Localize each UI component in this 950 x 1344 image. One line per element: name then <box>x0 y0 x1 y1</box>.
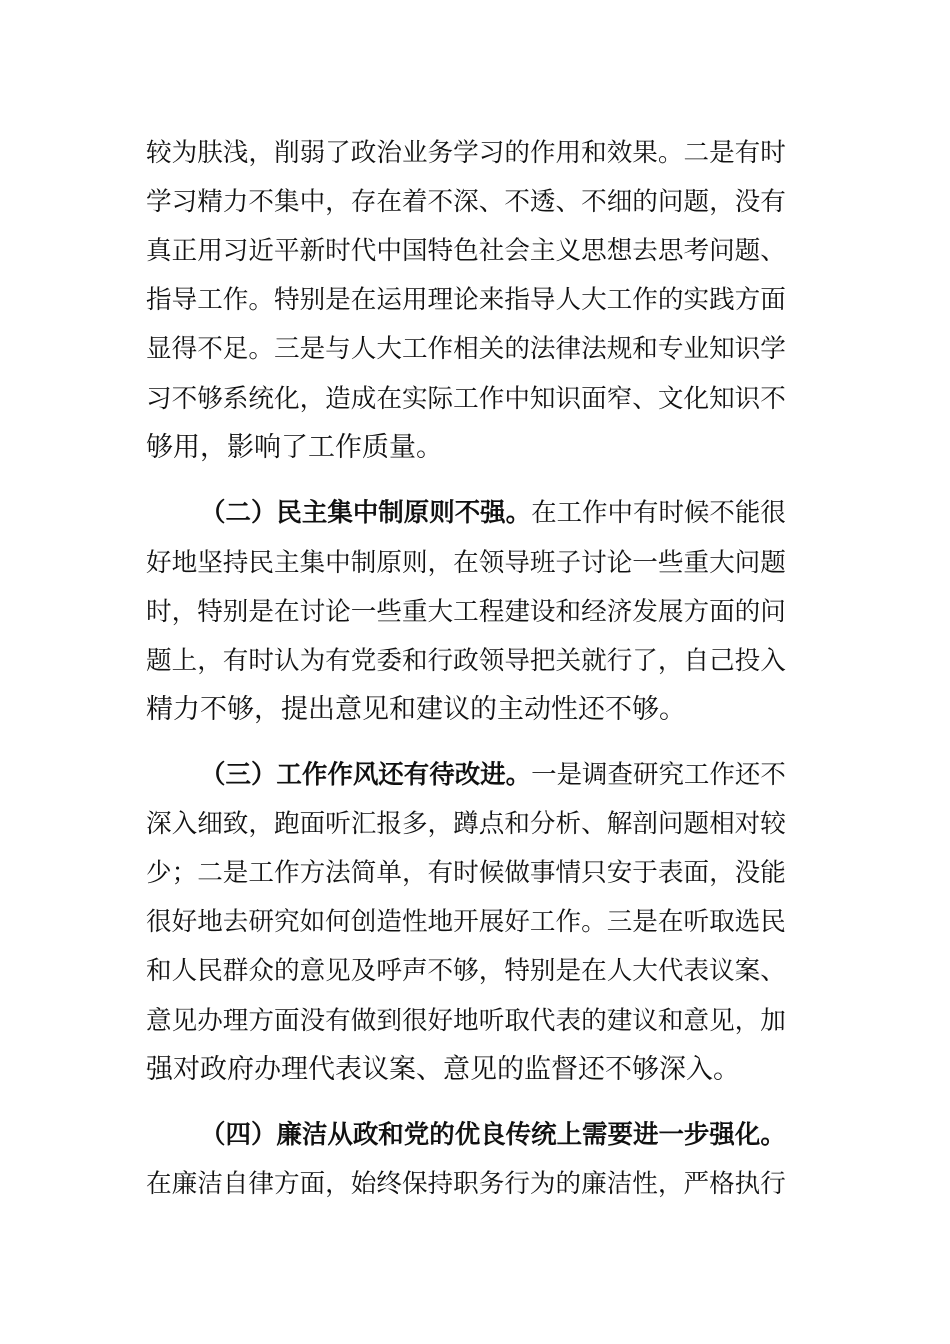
paragraph-line <box>146 127 786 179</box>
line-text: 一是调查研究工作还不 <box>531 760 786 790</box>
paragraph-line <box>146 847 786 899</box>
paragraph-line <box>146 635 786 687</box>
paragraph-line <box>146 1158 786 1210</box>
paragraph-line <box>146 684 786 736</box>
line-text: 在廉洁自律方面，始终保持职务行为的廉洁性，严格执行 <box>146 1169 786 1199</box>
paragraph-line <box>146 176 786 228</box>
paragraph-line <box>146 1044 786 1096</box>
paragraph-line <box>146 798 786 850</box>
line-text: 够用，影响了工作质量。 <box>146 432 443 463</box>
section-heading: （三）工作作风还有待改进。 <box>200 760 532 790</box>
paragraph-line <box>146 537 786 589</box>
line-text: 强对政府办理代表议案、意见的监督还不够深入。 <box>146 1054 740 1085</box>
paragraph-line <box>146 373 786 425</box>
paragraph-line <box>146 995 786 1047</box>
paragraph-line <box>146 274 786 326</box>
section-heading: （四）廉洁从政和党的优良传统上需要进一步强化。 <box>200 1120 786 1150</box>
line-text: 深入细致，跑面听汇报多，蹲点和分析、解剖问题相对较 <box>146 809 786 839</box>
paragraph-line <box>146 896 786 948</box>
line-text: 和人民群众的意见及呼声不够，特别是在人大代表议案、 <box>146 956 786 986</box>
line-text: 习不够系统化，造成在实际工作中知识面窄、文化知识不 <box>146 384 786 414</box>
line-text: 较为肤浅，削弱了政治业务学习的作用和效果。二是有时 <box>146 138 786 168</box>
line-text: 很好地去研究如何创造性地开展好工作。三是在听取选民 <box>146 907 786 937</box>
paragraph-line <box>146 225 786 277</box>
line-text: 学习精力不集中，存在着不深、不透、不细的问题，没有 <box>146 187 786 217</box>
line-text: 好地坚持民主集中制原则，在领导班子讨论一些重大问题 <box>146 548 786 578</box>
paragraph-line <box>146 586 786 638</box>
line-text: 真正用习近平新时代中国特色社会主义思想去思考问题、 <box>146 236 786 266</box>
line-text: 精力不够，提出意见和建议的主动性还不够。 <box>146 694 686 725</box>
line-text: 少；二是工作方法简单，有时候做事情只安于表面，没能 <box>146 858 786 888</box>
line-text: 显得不足。三是与人大工作相关的法律法规和专业知识学 <box>146 334 786 364</box>
line-text: 时，特别是在讨论一些重大工程建设和经济发展方面的问 <box>146 597 786 627</box>
line-text: 指导工作。特别是在运用理论来指导人大工作的实践方面 <box>146 285 786 315</box>
line-text: 题上，有时认为有党委和行政领导把关就行了，自己投入 <box>146 646 786 676</box>
section-heading: （二）民主集中制原则不强。 <box>200 498 532 528</box>
line-text: 意见办理方面没有做到很好地听取代表的建议和意见，加 <box>146 1006 786 1036</box>
section-heading-line <box>200 1109 786 1161</box>
line-text: 在工作中有时候不能很 <box>531 498 786 528</box>
section-heading-line <box>200 487 786 539</box>
paragraph-line <box>146 945 786 997</box>
paragraph-line <box>146 422 786 474</box>
paragraph-line <box>146 323 786 375</box>
section-heading-line <box>200 749 786 801</box>
